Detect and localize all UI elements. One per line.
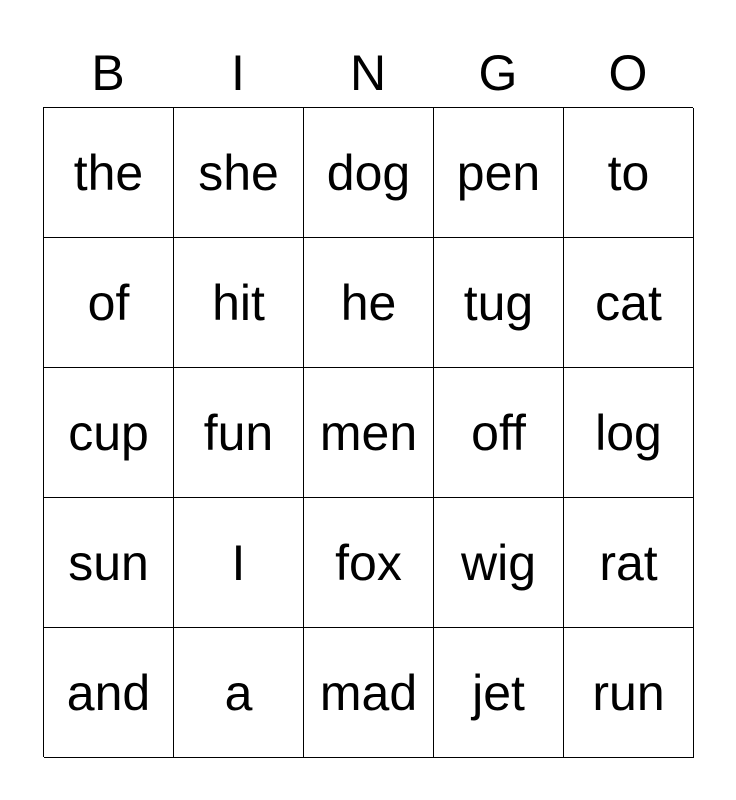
bingo-cell[interactable]: cup	[44, 368, 174, 498]
bingo-cell[interactable]: a	[174, 628, 304, 758]
bingo-cell[interactable]: hit	[174, 238, 304, 368]
bingo-cell[interactable]: dog	[304, 108, 434, 238]
bingo-cell[interactable]: jet	[434, 628, 564, 758]
bingo-cell[interactable]: fun	[174, 368, 304, 498]
bingo-cell[interactable]: wig	[434, 498, 564, 628]
header-letter-g: G	[478, 45, 518, 101]
bingo-board	[43, 107, 693, 757]
bingo-cell[interactable]: tug	[434, 238, 564, 368]
bingo-cell[interactable]: run	[564, 628, 694, 758]
bingo-cell[interactable]: sun	[44, 498, 174, 628]
bingo-cell[interactable]: and	[44, 628, 174, 758]
bingo-cell[interactable]: I	[174, 498, 304, 628]
bingo-cell[interactable]: to	[564, 108, 694, 238]
bingo-cell[interactable]: cat	[564, 238, 694, 368]
bingo-cell[interactable]: of	[44, 238, 174, 368]
header-letter-o: O	[608, 45, 648, 101]
bingo-cell[interactable]: pen	[434, 108, 564, 238]
bingo-cell[interactable]: fox	[304, 498, 434, 628]
header-letter-b: B	[91, 45, 125, 101]
header-letter-n: N	[349, 45, 387, 101]
header-letter-i: I	[231, 45, 245, 101]
bingo-cell[interactable]: men	[304, 368, 434, 498]
bingo-cell[interactable]: she	[174, 108, 304, 238]
bingo-cell[interactable]: mad	[304, 628, 434, 758]
bingo-cell[interactable]: log	[564, 368, 694, 498]
bingo-cell[interactable]: he	[304, 238, 434, 368]
bingo-cell[interactable]: the	[44, 108, 174, 238]
bingo-cell[interactable]: off	[434, 368, 564, 498]
bingo-header	[43, 40, 693, 106]
bingo-cell[interactable]: rat	[564, 498, 694, 628]
